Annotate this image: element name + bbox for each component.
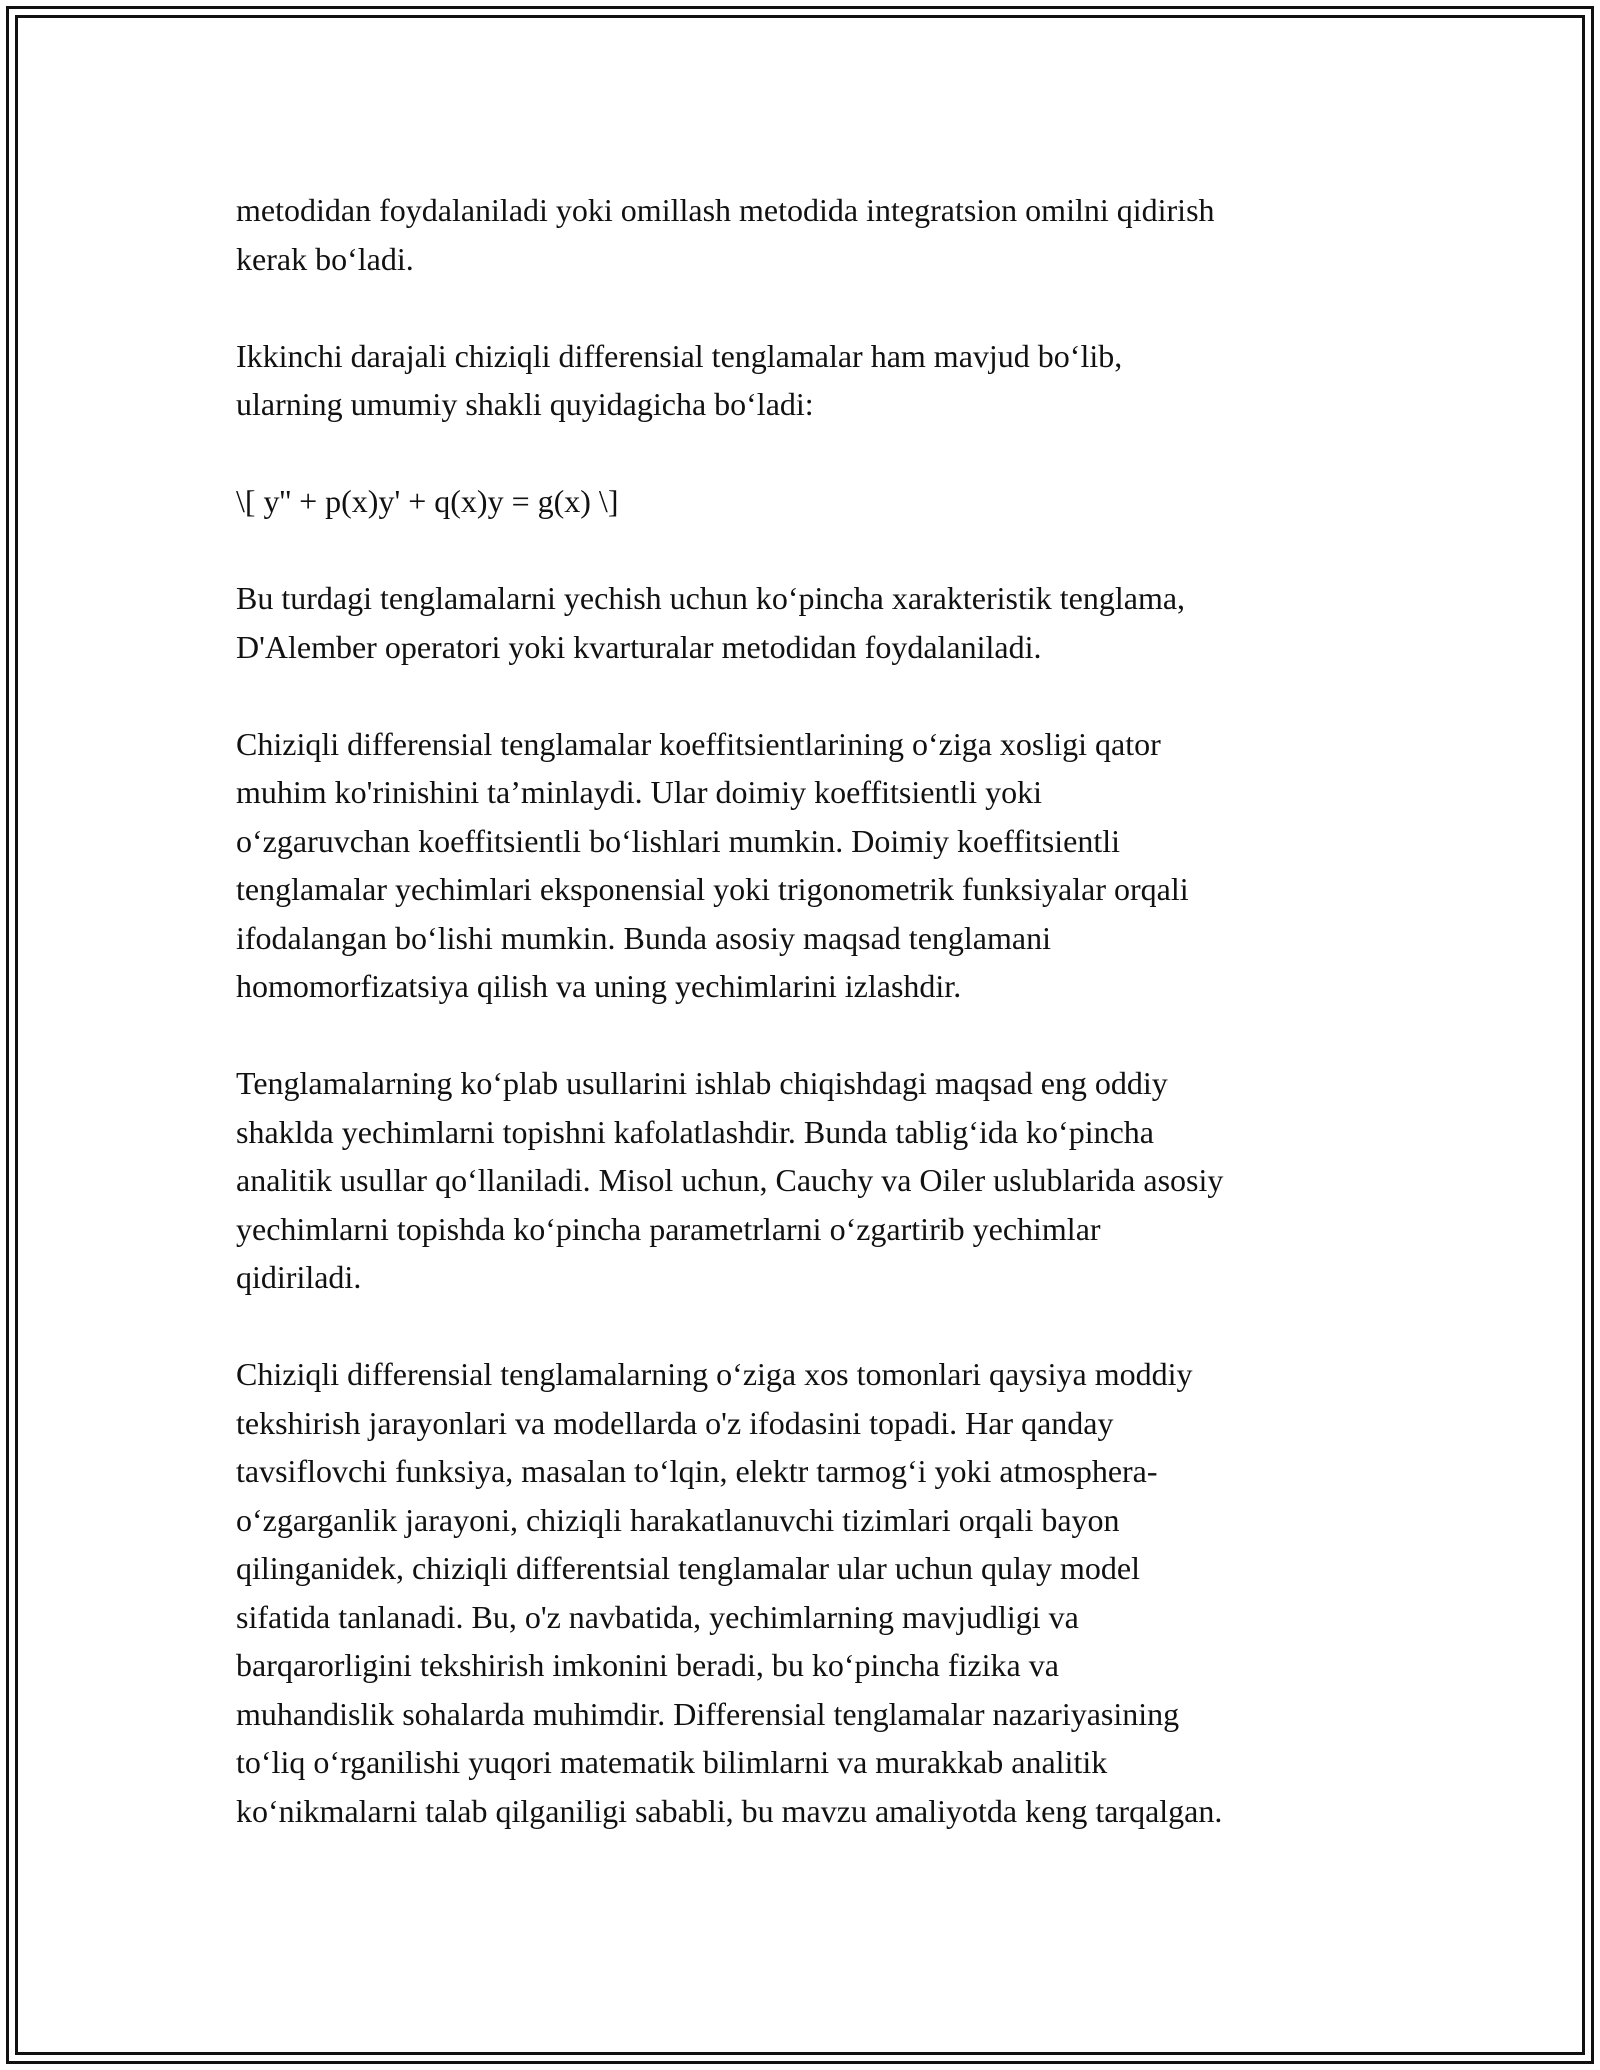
paragraph-integration-factor: metodidan foydalaniladi yoki omillash metodida integratsion omilni qidirish kerak bo‘ladi. <box>236 192 1215 277</box>
paragraph-coefficients: Chiziqli differensial tenglamalar koeffitsientlarining o‘ziga xosligi qator muhim ko'rinishini ta’minlaydi. Ular doimiy koeffitsientli yoki o‘zgaruvchan koeffitsientli bo‘lishlari mumkin. Doimiy koeffitsientli tenglamalar yechimlari eksponensial yoki trigonometrik funksiyalar orqali ifodalangan bo‘lishi mumkin. Bunda asosiy maqsad tenglamani homomorfizatsiya qilish va uning yechimlarini izlashdir. <box>236 725 1189 1004</box>
paragraph-applications: Chiziqli differensial tenglamalarning o‘ziga xos tomonlari qaysiya moddiy tekshirish jarayonlari va modellarda o'z ifodasini topadi. Har qanday tavsiflovchi funksiya, masalan to‘lqin, elektr tarmog‘i yoki atmosphera- o‘zgarganlik jarayoni, chiziqli harakatlanuvchi tizimlari orqali bayon qilinganidek, chiziqli differentsial tenglamalar ular uchun qulay model sifatida tanlanadi. Bu, o'z navbatida, yechimlarning mavjudligi va barqarorligini tekshirish imkonini beradi, bu ko‘pincha fizika va muhandislik sohalarda muhimdir. Differensial tenglamalar nazariyasining to‘liq o‘rganilishi yuqori matematik bilimlarni va murakkab analitik ko‘nikmalarni talab qilganiligi sababli, bu mavzu amaliyotda keng tarqalgan. <box>236 1356 1223 1829</box>
paragraph-second-order-intro: Ikkinchi darajali chiziqli differensial tenglamalar ham mavjud bo‘lib, ularning umumiy shakli quyidagicha bo‘ladi: <box>236 337 1123 422</box>
equation-second-order: \[ y'' + p(x)y' + q(x)y = g(x) \] <box>236 483 619 519</box>
paragraph-methods-goal: Tenglamalarning ko‘plab usullarini ishlab chiqishdagi maqsad eng oddiy shaklda yechimlarni topishni kafolatlashdir. Bunda tablig‘ida ko‘pincha analitik usullar qo‘llaniladi. Misol uchun, Cauchy va Oiler uslublarida asosiy yechimlarni topishda ko‘pincha parametrlarni o‘zgartirib yechimlar qidiriladi. <box>236 1065 1224 1295</box>
paragraph-solution-methods: Bu turdagi tenglamalarni yechish uchun ko‘pincha xarakteristik tenglama, D'Alember operatori yoki kvarturalar metodidan foydalaniladi. <box>236 580 1186 665</box>
document-body <box>236 186 1376 1884</box>
